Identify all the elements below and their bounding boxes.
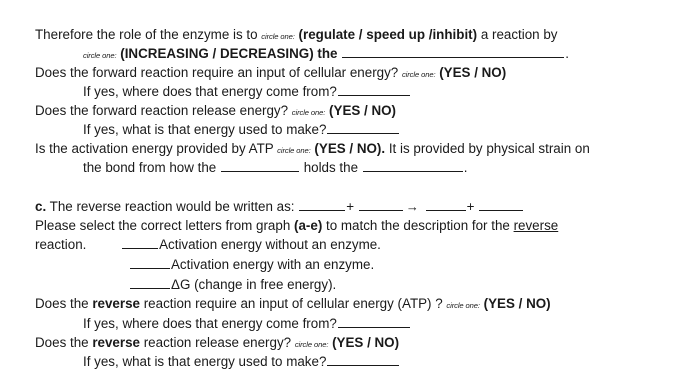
plus-sign: + xyxy=(346,199,355,214)
choice-options[interactable]: (regulate / speed up /inhibit) xyxy=(298,27,478,42)
question-reverse-input-energy xyxy=(35,295,551,314)
prompt-text: Please select the correct letters from graph xyxy=(35,218,294,233)
question-forward-input-energy xyxy=(35,64,506,83)
prompt-text: reaction require an input of cellular energy (ATP) ? xyxy=(140,296,447,311)
prompt-text: If yes, what is that energy used to make? xyxy=(83,122,327,137)
answer-blank[interactable] xyxy=(327,353,399,366)
question-bond-strain xyxy=(83,159,468,176)
circle-one-hint: circle one: xyxy=(291,108,326,117)
answer-blank[interactable] xyxy=(122,236,158,249)
choice-yes-no[interactable]: (YES / NO). xyxy=(314,141,386,156)
period: . xyxy=(463,160,468,175)
period: . xyxy=(565,46,569,61)
question-energy-use xyxy=(83,353,400,370)
prompt-text: reaction release energy? xyxy=(140,335,295,350)
question-energy-source xyxy=(83,83,411,100)
answer-blank[interactable] xyxy=(338,315,410,328)
answer-blank[interactable] xyxy=(299,198,345,211)
answer-blank[interactable] xyxy=(221,159,299,172)
question-enzyme-role xyxy=(35,26,557,45)
answer-blank[interactable] xyxy=(426,198,466,211)
prompt-text: Does the xyxy=(35,335,93,350)
question-forward-release-energy xyxy=(35,102,396,121)
item-activation-without-enzyme xyxy=(35,236,381,253)
prompt-text: holds the xyxy=(299,160,359,175)
prompt-text: Does the forward reaction release energy? xyxy=(35,103,292,118)
prompt-text: Is the activation energy provided by ATP xyxy=(35,141,278,156)
answer-blank[interactable] xyxy=(130,256,170,269)
item-activation-with-enzyme xyxy=(129,256,374,273)
question-reverse-reaction-equation xyxy=(35,198,524,215)
answer-blank[interactable] xyxy=(342,45,564,58)
prompt-text: to match the description for the xyxy=(322,218,514,233)
prompt-text: a reaction by xyxy=(477,27,558,42)
circle-one-hint: circle one: xyxy=(446,301,480,310)
prompt-text: Activation energy without an enzyme. xyxy=(159,237,381,252)
circle-one-hint: circle one: xyxy=(401,70,436,79)
prompt-text: The reverse reaction would be written as: xyxy=(46,199,295,214)
question-reverse-release-energy xyxy=(35,334,399,353)
answer-blank[interactable] xyxy=(130,276,170,289)
emphasis-reverse: reverse xyxy=(92,296,140,311)
circle-one-hint: circle one: xyxy=(294,340,329,349)
prompt-text: If yes, where does that energy come from? xyxy=(83,84,337,99)
prompt-text: Does the forward reaction require an input of cellular energy? xyxy=(35,65,402,80)
prompt-text: It is provided by physical strain on xyxy=(385,141,590,156)
answer-blank[interactable] xyxy=(479,198,523,211)
circle-one-hint: circle one: xyxy=(277,146,311,155)
prompt-text: Therefore the role of the enzyme is to xyxy=(35,27,262,42)
emphasis-reverse: reverse xyxy=(513,218,559,233)
question-increasing-decreasing xyxy=(83,45,569,64)
question-activation-energy-atp xyxy=(35,140,590,159)
item-delta-g xyxy=(129,276,336,293)
prompt-text: Activation energy with an enzyme. xyxy=(171,257,375,272)
answer-blank[interactable] xyxy=(359,198,403,211)
question-energy-use xyxy=(83,121,400,138)
prompt-text: the bond from how the xyxy=(83,160,220,175)
prompt-text: If yes, where does that energy come from? xyxy=(83,316,337,331)
prompt-text: Does the xyxy=(35,296,93,311)
circle-one-hint: circle one: xyxy=(261,32,295,41)
choice-yes-no[interactable]: (YES / NO) xyxy=(483,296,551,311)
prompt-text: ΔG (change in free energy). xyxy=(171,277,337,292)
instruction-select-letters xyxy=(35,217,558,234)
prompt-text: reaction. xyxy=(35,237,87,252)
part-label: c. xyxy=(35,199,47,214)
choice-yes-no[interactable]: (YES / NO) xyxy=(329,103,397,118)
plus-sign: + xyxy=(466,199,475,214)
answer-blank[interactable] xyxy=(363,159,463,172)
reaction-arrow-icon: → xyxy=(405,199,419,214)
choice-yes-no[interactable]: (YES / NO) xyxy=(332,335,400,350)
graph-range: (a-e) xyxy=(294,218,323,233)
question-energy-source xyxy=(83,315,411,332)
answer-blank[interactable] xyxy=(338,83,410,96)
prompt-text: If yes, what is that energy used to make? xyxy=(83,354,327,369)
choice-options[interactable]: (INCREASING / DECREASING) the xyxy=(120,46,338,61)
choice-yes-no[interactable]: (YES / NO) xyxy=(439,65,507,80)
emphasis-reverse: reverse xyxy=(92,335,140,350)
circle-one-hint: circle one: xyxy=(83,51,117,60)
answer-blank[interactable] xyxy=(327,121,399,134)
